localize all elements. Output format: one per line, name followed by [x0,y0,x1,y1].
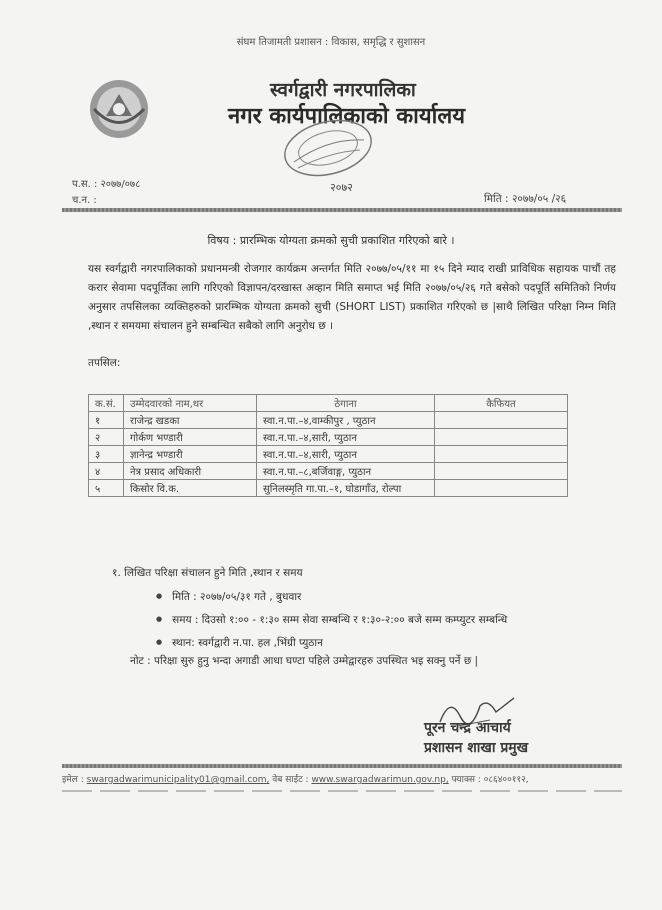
letter-date-value: २०७७/०५ /२६ [511,193,567,205]
header-divider [62,208,622,212]
candidate-table [88,394,568,497]
municipality-name: स्वर्गद्वारी नगरपालिका [270,79,416,101]
letter-number-value: २०७७/०७८ [100,179,141,190]
remarks-cell [435,463,568,480]
serial-cell: ५ [89,480,124,497]
signatory-title: प्रशासन शाखा प्रमुख [424,740,529,756]
footer-divider [62,764,622,768]
dispatch-number [72,192,97,206]
table-header-row [89,395,568,412]
footer-faint-line [62,790,622,792]
exam-details-list [156,586,507,655]
exam-venue-item: ● स्थान: स्वर्गद्वारी न.पा. हल ,भिंग्री प्युठान [156,632,507,655]
letter-number [72,176,140,190]
email-label: इमेल : [62,775,84,785]
letter-number-label: प.स. : [72,179,98,190]
address-cell: स्वा.न.पा.–४,सारी, प्युठान [257,446,435,463]
exam-date-item: ● मिति : २०७७/०५/३१ गते , बुधवार [156,586,507,609]
letter-date-label: मिति : [484,193,509,205]
email-link[interactable]: swargadwarimunicipality01@gmail.com, [86,775,270,785]
serial-cell: १ [89,412,124,429]
exam-time-item: ● समय : दिउसो १:०० - १:३० सम्म सेवा सम्बन्धि र १:३०-२:०० बजे सम्म कम्प्युटर सम्बन्धि [156,609,507,632]
address-cell: स्वा.न.पा.–८,बर्जिवाङ्ग, प्युठान [257,463,435,480]
remarks-cell [435,446,568,463]
remarks-cell [435,480,568,497]
fax-label: फ्याक्स : [451,775,481,785]
serial-cell: ४ [89,463,124,480]
table-row [89,446,568,463]
website-link[interactable]: www.swargadwarimun.gov.np, [311,775,449,785]
col-serial: क.सं. [89,395,124,412]
note-text: नोट : परिक्षा सुरु हुनु भन्दा अगाडी आधा घण्टा पहिले उम्मेद्वारहरु उपस्थित भइ सक्नु पर्ने छ | [130,655,479,667]
table-row [89,429,568,446]
col-address: ठेगाना [257,395,435,412]
fax-value: ०८६४००११२, [483,775,529,785]
name-cell: किसोर वि.क. [124,480,257,497]
name-cell: गोर्कण भण्डारी [124,429,257,446]
schedule-label: तपसिल: [88,357,121,369]
footer-contact [62,772,529,785]
stamp-year: २०७२ [330,181,353,194]
website-label: वेब साईट : [272,775,309,785]
letter-date [484,192,566,206]
office-stamp-icon [268,118,388,190]
motto-text: संघम तिजामती प्रशासन : विकास, समृद्धि र सुशासन [236,37,426,48]
serial-cell: २ [89,429,124,446]
dispatch-number-label: च.न. : [72,195,97,206]
col-remarks: कैफियत [435,395,568,412]
exam-heading: १. लिखित परिक्षा संचालन हुने मिति ,स्थान र समय [112,567,303,579]
address-cell: स्वा.न.पा.–४,वाम्कीपुर , प्युठान [257,412,435,429]
table-row [89,480,568,497]
remarks-cell [435,412,568,429]
subject-line: विषय : प्रारम्भिक योग्यता क्रमको सुची प्रकाशित गरिएको बारे । [207,234,455,247]
office-name: नगर कार्यपालिकाको कार्यालय [228,103,465,129]
col-candidate-name: उम्मेदवारको नाम,थर [124,395,257,412]
address-cell: स्वा.न.पा.–४,सारी, प्युठान [257,429,435,446]
serial-cell: ३ [89,446,124,463]
table-row [89,412,568,429]
remarks-cell [435,429,568,446]
name-cell: ज्ञानेन्द्र भण्डारी [124,446,257,463]
nepal-emblem-icon [88,78,150,140]
name-cell: राजेन्द्र खडका [124,412,257,429]
body-paragraph: यस स्वर्गद्वारी नगरपालिकाको प्रधानमन्त्री रोजगार कार्यक्रम अन्तर्गत मिति २०७७/०५/११ मा १५ दिने म्याद राखी प्राविधिक सहायक पाचौं तह करार सेवामा पदपूर्तिका लागि गरिएको विज्ञापन/दरखास्त अव्हान मिति समाप्त भई मिति २०७७/०५/२६ गते बसेको पदपूर्ति समितिको निर्णय अनुसार तपसिलका व्यक्तिहरुको प्रारम्भिक योग्यता क्रमको सुची (SHORT LIST) प्रकाशित गरिएको छ |साथै लिखित परिक्षा निम्न मिति ,स्थान र समयमा संचालन हुने सम्बन्धित सबैको लागि अनुरोध छ । [88,263,616,332]
address-cell: सुनिलस्मृति गा.पा.–१, घोडागाँउ, रोल्पा [257,480,435,497]
table-row [89,463,568,480]
signatory-name: पूरन चन्द्र आचार्य [424,720,511,736]
name-cell: नेत्र प्रसाद अधिकारी [124,463,257,480]
